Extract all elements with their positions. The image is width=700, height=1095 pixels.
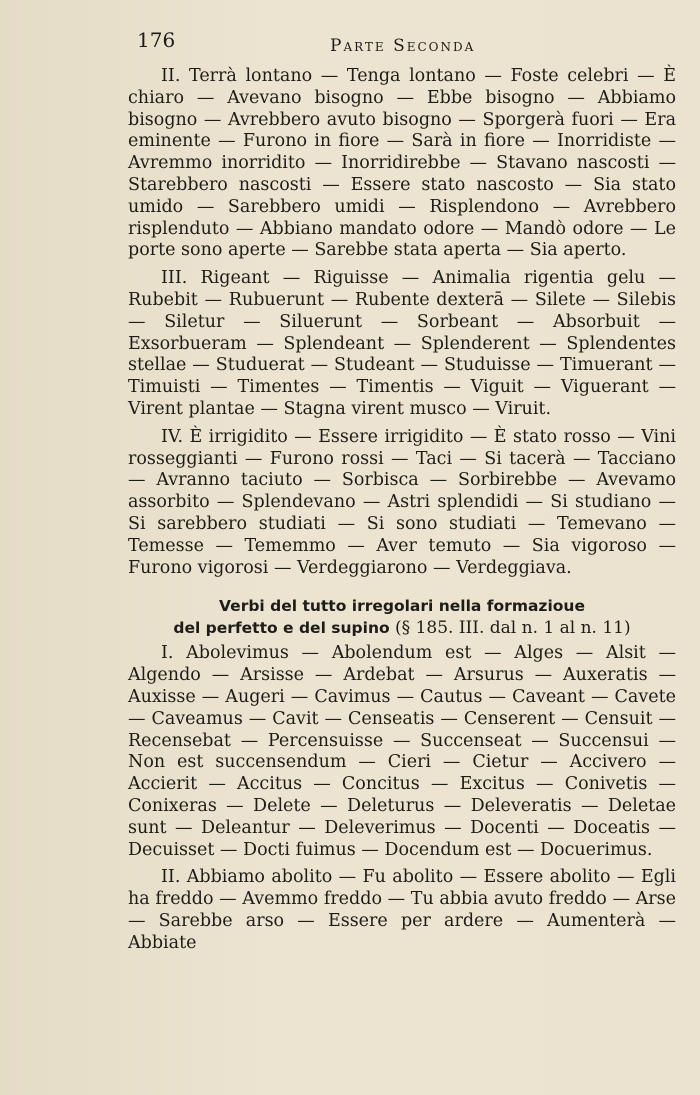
exercise-paragraph-ii: II. Terrà lontano — Tenga lontano — Foste celebri — È chiaro — Avevano bisogno — Ebbe bisogno — Abbiamo bisogno — Avrebbero avuto bisogno — Sporgerà fuori — Era eminente — Furono in fiore — Sarà in fiore — Inorridiste — Avremmo inorridito — Inorridirebbe — Stavano nascosti — Starebbero nascosti — Essere stato nascosto — Sia stato umido — Sarebbero umidi — Risplendono — Avrebbero risplenduto — Abbiano mandato odore — Mandò odore — Le porte sono aperte — Sarebbe stata aperta — Sia aperto. <box>128 66 676 261</box>
exercise-paragraph-i-latin: I. Abolevimus — Abolendum est — Alges — Alsit — Algendo — Arsisse — Ardebat — Arsurus — Auxeratis — Auxisse — Augeri — Cavimus — Cautus — Caveant — Cavete — Caveamus — Cavit — Censeatis — Censerent — Censuit — Recensebat — Percensuisse — Succenseat — Succensui — Non est succensendum — Cieri — Cietur — Accivero — Accierit — Accitus — Concitus — Excitus — Conivetis — Conixeras — Delete — Deleturus — Deleveratis — Deletae sunt — Deleantur — Deleverimus — Docenti — Doceatis — Decuisset — Docti fuimus — Docendum est — Docuerimus. <box>128 643 676 860</box>
exercise-paragraph-iv: IV. È irrigidito — Essere irrigidito — È stato rosso — Vini rosseggianti — Furono rossi — Taci — Si tacerà — Tacciano — Avranno taciuto — Sorbisca — Sorbirebbe — Avevamo assorbito — Splendevano — Astri splendidi — Si studiano — Si sarebbero studiati — Si sono studiati — Temevano — Temesse — Tememmo — Aver temuto — Sia vigoroso — Furono vigorosi — Verdeggiarono — Verdeggiava. <box>128 426 676 578</box>
section-heading <box>128 595 676 639</box>
section-heading-text: del perfetto e del supino <box>173 619 390 638</box>
body-text <box>128 66 676 960</box>
exercise-paragraph-iii: III. Rigeant — Riguisse — Animalia rigentia gelu — Rubebit — Rubuerunt — Rubente dexterā — Silete — Silebis — Siletur — Siluerunt — Sorbeant — Absorbuit — Exsorbueram — Splendeant — Splenderent — Splendentes stellae — Studuerat — Studeant — Studuisse — Timuerant — Timuisti — Timentes — Timentis — Viguit — Viguerant — Virent plantae — Stagna virent musco — Viruit. <box>128 268 676 419</box>
exercise-paragraph-ii-italian: II. Abbiamo abolito — Fu abolito — Essere abolito — Egli ha freddo — Avemmo freddo — Tu abbia avuto freddo — Arse — Sarebbe arso — Essere per ardere — Aumenterà — Abbiate <box>128 867 676 953</box>
section-heading-line1: Verbi del tutto irregolari nella formazioue <box>219 597 585 616</box>
section-reference: (§ 185. III. dal n. 1 al n. 11) <box>395 618 631 639</box>
running-head: Parte Seconda <box>330 36 476 56</box>
section-heading-line2 <box>128 617 676 639</box>
page-number: 176 <box>137 28 176 52</box>
